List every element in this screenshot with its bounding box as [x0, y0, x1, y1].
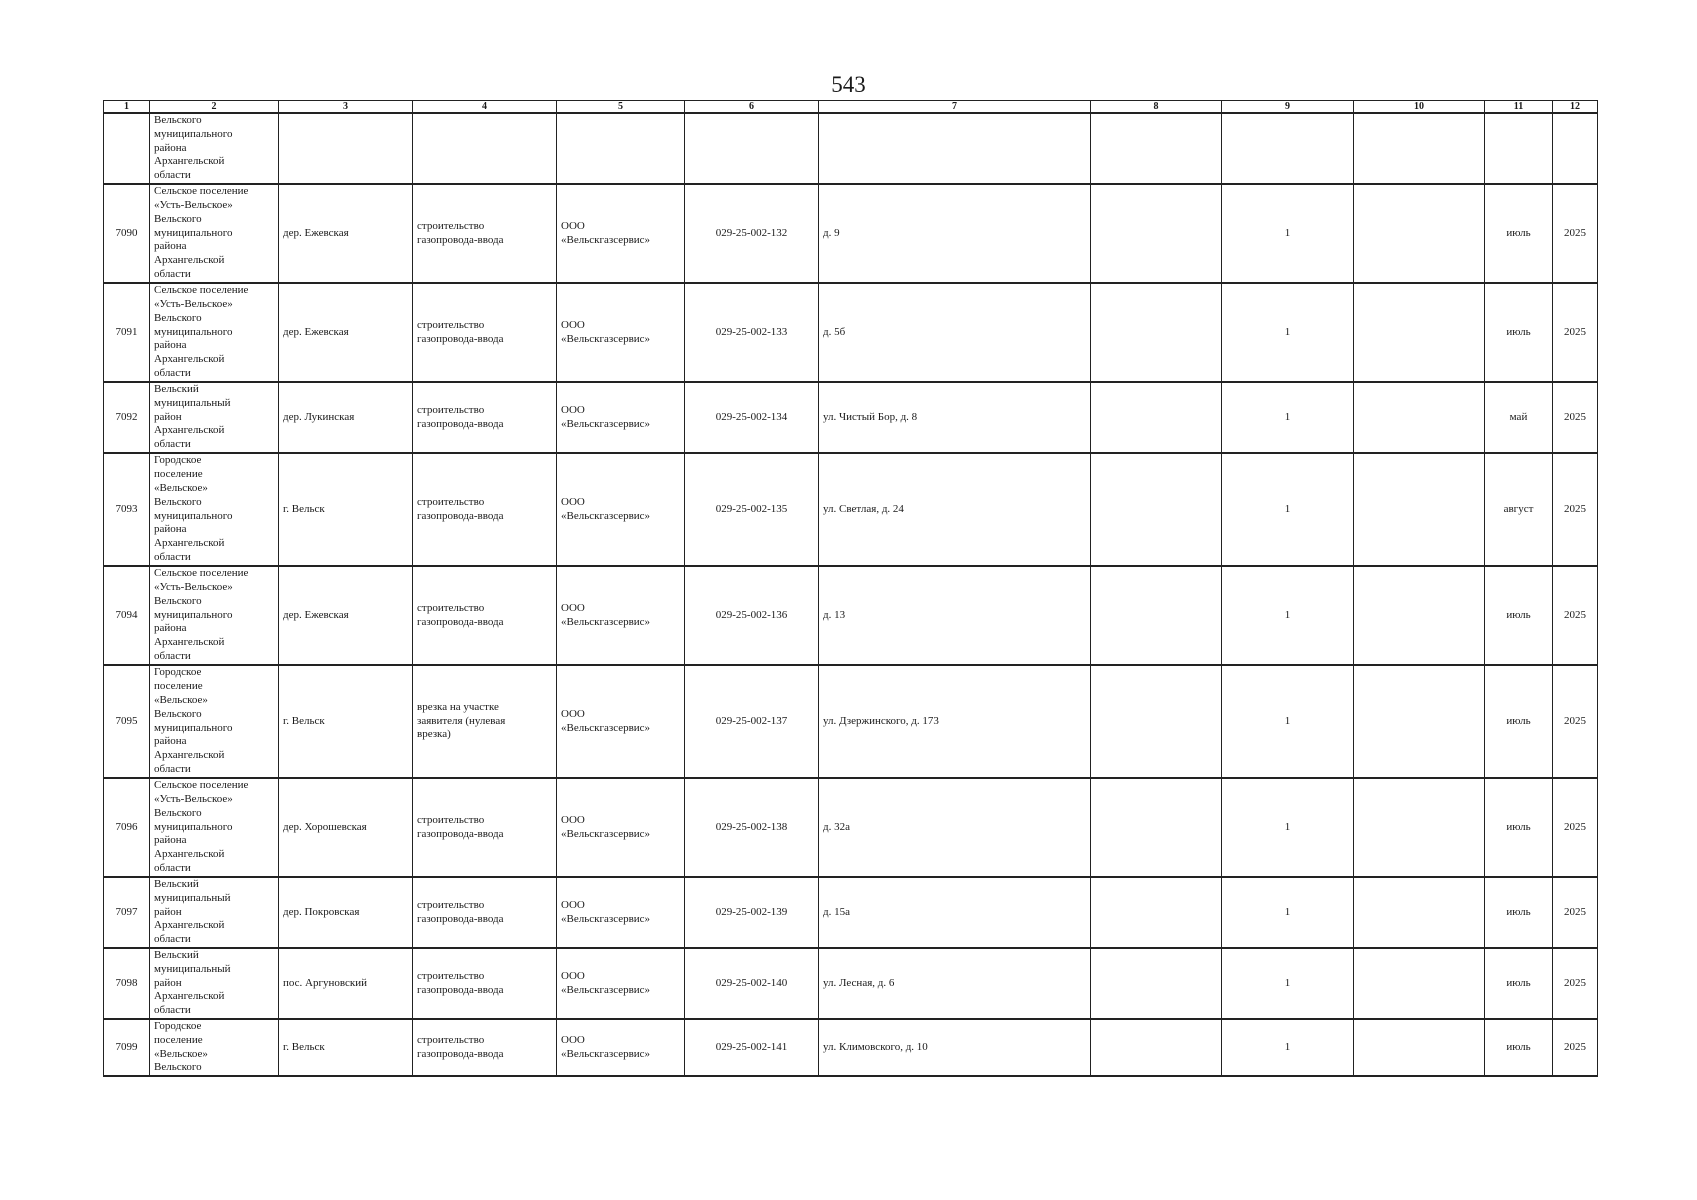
registry-table — [103, 100, 1598, 1077]
municipality-cell: Городское поселение «Вельское» Вельского муниципального района Архангельской области — [150, 665, 279, 778]
table-row — [104, 948, 1598, 1019]
address-cell: ул. Климовского, д. 10 — [819, 1019, 1091, 1076]
address-cell: д. 13 — [819, 566, 1091, 665]
organization-cell — [557, 113, 685, 184]
column-10-cell — [1354, 665, 1485, 778]
work-type-cell: строительство газопровода-ввода — [413, 382, 557, 453]
year-cell: 2025 — [1553, 665, 1598, 778]
year-cell: 2025 — [1553, 382, 1598, 453]
year-cell: 2025 — [1553, 1019, 1598, 1076]
column-10-cell — [1354, 877, 1485, 948]
organization-cell: ООО «Вельскгазсервис» — [557, 453, 685, 566]
month-cell: июль — [1485, 877, 1553, 948]
table-row — [104, 113, 1598, 184]
organization-cell: ООО «Вельскгазсервис» — [557, 877, 685, 948]
address-cell: д. 9 — [819, 184, 1091, 283]
organization-cell: ООО «Вельскгазсервис» — [557, 382, 685, 453]
quantity-cell: 1 — [1222, 382, 1354, 453]
registry-code-cell: 029-25-002-135 — [685, 453, 819, 566]
month-cell: июль — [1485, 665, 1553, 778]
column-10-cell — [1354, 382, 1485, 453]
address-cell: д. 15а — [819, 877, 1091, 948]
table-row — [104, 283, 1598, 382]
work-type-cell: строительство газопровода-ввода — [413, 566, 557, 665]
month-cell: июль — [1485, 948, 1553, 1019]
locality-cell: дер. Лукинская — [279, 382, 413, 453]
column-header: 1 — [104, 101, 150, 114]
column-8-cell — [1091, 382, 1222, 453]
row-number — [104, 113, 150, 184]
municipality-cell: Сельское поселение «Усть-Вельское» Вельского муниципального района Архангельской области — [150, 283, 279, 382]
work-type-cell: строительство газопровода-ввода — [413, 453, 557, 566]
row-number: 7099 — [104, 1019, 150, 1076]
municipality-cell: Городское поселение «Вельское» Вельского муниципального района Архангельской области — [150, 453, 279, 566]
column-8-cell — [1091, 453, 1222, 566]
column-8-cell — [1091, 665, 1222, 778]
work-type-cell — [413, 113, 557, 184]
quantity-cell: 1 — [1222, 778, 1354, 877]
column-8-cell — [1091, 877, 1222, 948]
locality-cell: г. Вельск — [279, 665, 413, 778]
locality-cell: пос. Аргуновский — [279, 948, 413, 1019]
column-8-cell — [1091, 778, 1222, 877]
year-cell: 2025 — [1553, 453, 1598, 566]
column-header: 5 — [557, 101, 685, 114]
table-row — [104, 1019, 1598, 1076]
table-row — [104, 566, 1598, 665]
page-number: 543 — [831, 72, 866, 97]
table-header — [104, 101, 1598, 114]
work-type-cell: строительство газопровода-ввода — [413, 778, 557, 877]
month-cell: июль — [1485, 184, 1553, 283]
header-row — [104, 101, 1598, 114]
column-header: 10 — [1354, 101, 1485, 114]
municipality-cell: Сельское поселение «Усть-Вельское» Вельского муниципального района Архангельской области — [150, 778, 279, 877]
year-cell: 2025 — [1553, 778, 1598, 877]
column-10-cell — [1354, 948, 1485, 1019]
year-cell: 2025 — [1553, 948, 1598, 1019]
locality-cell: дер. Ежевская — [279, 283, 413, 382]
row-number: 7098 — [104, 948, 150, 1019]
column-8-cell — [1091, 948, 1222, 1019]
column-header: 7 — [819, 101, 1091, 114]
address-cell: д. 32а — [819, 778, 1091, 877]
year-cell: 2025 — [1553, 184, 1598, 283]
work-type-cell: строительство газопровода-ввода — [413, 283, 557, 382]
column-8-cell — [1091, 283, 1222, 382]
table-row — [104, 877, 1598, 948]
locality-cell: г. Вельск — [279, 1019, 413, 1076]
column-header: 3 — [279, 101, 413, 114]
registry-code-cell: 029-25-002-134 — [685, 382, 819, 453]
table-row — [104, 184, 1598, 283]
work-type-cell: строительство газопровода-ввода — [413, 948, 557, 1019]
municipality-cell: Вельский муниципальный район Архангельской области — [150, 877, 279, 948]
quantity-cell: 1 — [1222, 877, 1354, 948]
quantity-cell: 1 — [1222, 453, 1354, 566]
month-cell: июль — [1485, 1019, 1553, 1076]
locality-cell: дер. Ежевская — [279, 184, 413, 283]
row-number: 7095 — [104, 665, 150, 778]
municipality-cell: Городское поселение «Вельское» Вельского — [150, 1019, 279, 1076]
quantity-cell: 1 — [1222, 566, 1354, 665]
organization-cell: ООО «Вельскгазсервис» — [557, 1019, 685, 1076]
registry-code-cell: 029-25-002-138 — [685, 778, 819, 877]
column-header: 6 — [685, 101, 819, 114]
column-10-cell — [1354, 113, 1485, 184]
column-10-cell — [1354, 184, 1485, 283]
municipality-cell: Вельский муниципальный район Архангельской области — [150, 948, 279, 1019]
address-cell: д. 5б — [819, 283, 1091, 382]
month-cell: май — [1485, 382, 1553, 453]
locality-cell: дер. Ежевская — [279, 566, 413, 665]
month-cell — [1485, 113, 1553, 184]
registry-code-cell: 029-25-002-133 — [685, 283, 819, 382]
quantity-cell: 1 — [1222, 184, 1354, 283]
month-cell: июль — [1485, 778, 1553, 877]
row-number: 7094 — [104, 566, 150, 665]
locality-cell — [279, 113, 413, 184]
column-10-cell — [1354, 453, 1485, 566]
column-10-cell — [1354, 283, 1485, 382]
municipality-cell: Вельский муниципальный район Архангельской области — [150, 382, 279, 453]
table-body — [104, 113, 1598, 1076]
locality-cell: дер. Покровская — [279, 877, 413, 948]
work-type-cell: строительство газопровода-ввода — [413, 184, 557, 283]
month-cell: июль — [1485, 566, 1553, 665]
address-cell: ул. Лесная, д. 6 — [819, 948, 1091, 1019]
row-number: 7091 — [104, 283, 150, 382]
locality-cell: дер. Хорошевская — [279, 778, 413, 877]
quantity-cell — [1222, 113, 1354, 184]
table-row — [104, 453, 1598, 566]
row-number: 7092 — [104, 382, 150, 453]
month-cell: август — [1485, 453, 1553, 566]
address-cell — [819, 113, 1091, 184]
quantity-cell: 1 — [1222, 948, 1354, 1019]
table-row — [104, 665, 1598, 778]
municipality-cell: Сельское поселение «Усть-Вельское» Вельского муниципального района Архангельской области — [150, 184, 279, 283]
column-header: 2 — [150, 101, 279, 114]
column-header: 4 — [413, 101, 557, 114]
year-cell: 2025 — [1553, 283, 1598, 382]
organization-cell: ООО «Вельскгазсервис» — [557, 566, 685, 665]
registry-code-cell: 029-25-002-139 — [685, 877, 819, 948]
row-number: 7096 — [104, 778, 150, 877]
column-8-cell — [1091, 566, 1222, 665]
registry-code-cell: 029-25-002-141 — [685, 1019, 819, 1076]
locality-cell: г. Вельск — [279, 453, 413, 566]
address-cell: ул. Светлая, д. 24 — [819, 453, 1091, 566]
column-header: 8 — [1091, 101, 1222, 114]
table-row — [104, 382, 1598, 453]
row-number: 7090 — [104, 184, 150, 283]
year-cell: 2025 — [1553, 877, 1598, 948]
column-8-cell — [1091, 1019, 1222, 1076]
organization-cell: ООО «Вельскгазсервис» — [557, 283, 685, 382]
year-cell: 2025 — [1553, 566, 1598, 665]
municipality-cell: Сельское поселение «Усть-Вельское» Вельского муниципального района Архангельской области — [150, 566, 279, 665]
registry-code-cell: 029-25-002-137 — [685, 665, 819, 778]
quantity-cell: 1 — [1222, 283, 1354, 382]
month-cell: июль — [1485, 283, 1553, 382]
address-cell: ул. Чистый Бор, д. 8 — [819, 382, 1091, 453]
table-row — [104, 778, 1598, 877]
year-cell — [1553, 113, 1598, 184]
work-type-cell: строительство газопровода-ввода — [413, 877, 557, 948]
quantity-cell: 1 — [1222, 665, 1354, 778]
column-10-cell — [1354, 778, 1485, 877]
row-number: 7093 — [104, 453, 150, 566]
work-type-cell: строительство газопровода-ввода — [413, 1019, 557, 1076]
column-8-cell — [1091, 184, 1222, 283]
registry-code-cell: 029-25-002-132 — [685, 184, 819, 283]
registry-code-cell — [685, 113, 819, 184]
organization-cell: ООО «Вельскгазсервис» — [557, 184, 685, 283]
quantity-cell: 1 — [1222, 1019, 1354, 1076]
municipality-cell: Вельского муниципального района Архангельской области — [150, 113, 279, 184]
column-header: 12 — [1553, 101, 1598, 114]
address-cell: ул. Дзержинского, д. 173 — [819, 665, 1091, 778]
column-header: 9 — [1222, 101, 1354, 114]
column-10-cell — [1354, 566, 1485, 665]
registry-code-cell: 029-25-002-136 — [685, 566, 819, 665]
organization-cell: ООО «Вельскгазсервис» — [557, 778, 685, 877]
column-header: 11 — [1485, 101, 1553, 114]
organization-cell: ООО «Вельскгазсервис» — [557, 948, 685, 1019]
column-10-cell — [1354, 1019, 1485, 1076]
organization-cell: ООО «Вельскгазсервис» — [557, 665, 685, 778]
row-number: 7097 — [104, 877, 150, 948]
work-type-cell: врезка на участке заявителя (нулевая врезка) — [413, 665, 557, 778]
registry-code-cell: 029-25-002-140 — [685, 948, 819, 1019]
column-8-cell — [1091, 113, 1222, 184]
